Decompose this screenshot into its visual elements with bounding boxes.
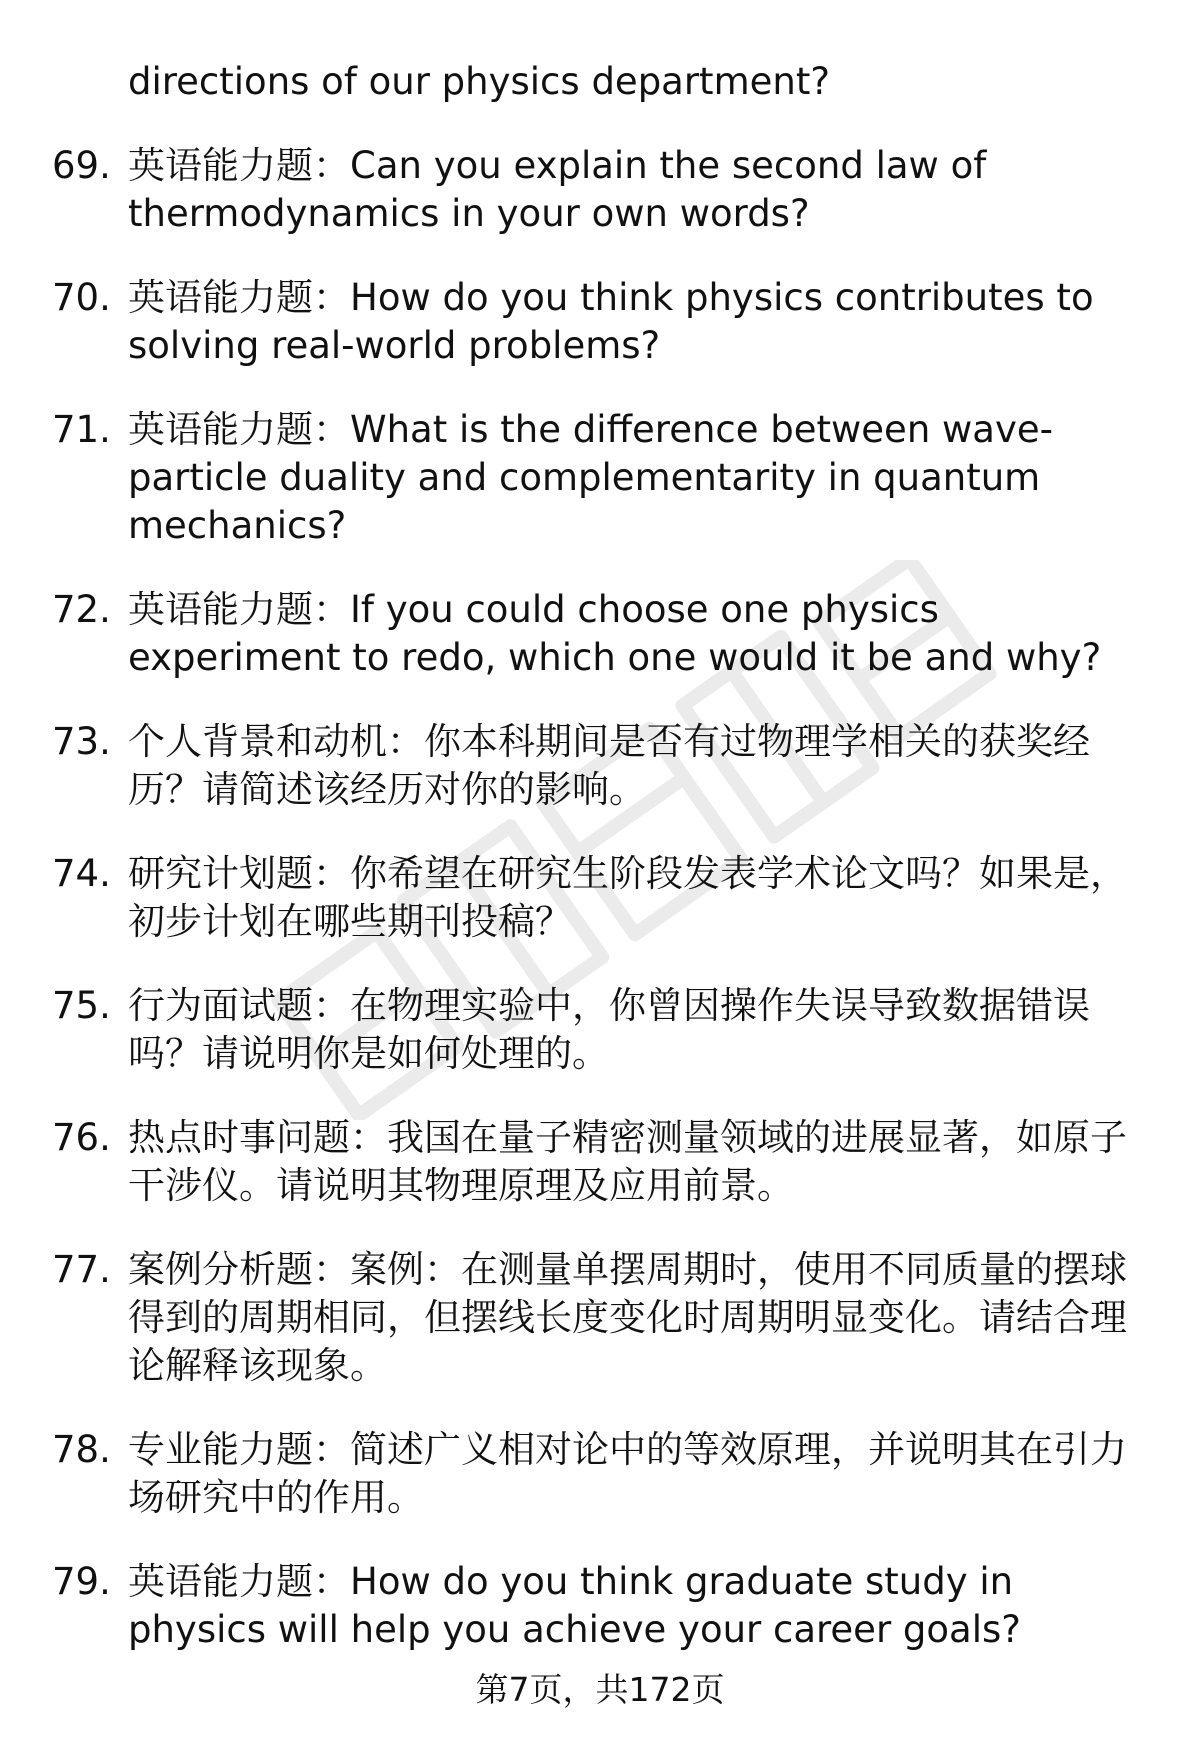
question-number: 69. <box>52 144 111 187</box>
question-text: 个人背景和动机：你本科期间是否有过物理学相关的获奖经历？请简述该经历对你的影响。 <box>128 720 1090 811</box>
question-text: 研究计划题：你希望在研究生阶段发表学术论文吗？如果是，初步计划在哪些期刊投稿？ <box>128 852 1127 943</box>
question-number: 74. <box>52 852 111 895</box>
question-text: 行为面试题：在物理实验中，你曾因操作失误导致数据错误吗？请说明你是如何处理的。 <box>128 984 1090 1075</box>
question-number: 78. <box>52 1428 111 1471</box>
question-number: 77. <box>52 1248 111 1291</box>
list-item <box>0 274 1200 370</box>
list-item <box>0 1246 1200 1390</box>
list-item <box>0 850 1200 946</box>
question-text: 英语能力题：What is the difference between wave-particle duality and complementarity in quantum mechanics? <box>128 408 1053 547</box>
question-number: 72. <box>52 588 111 631</box>
list-item <box>0 1558 1200 1654</box>
question-text: 热点时事问题：我国在量子精密测量领域的进展显著，如原子干涉仪。请说明其物理原理及应用前景。 <box>128 1116 1127 1207</box>
question-text: 英语能力题：Can you explain the second law of thermodynamics in your own words? <box>128 144 987 235</box>
page-footer: 第7页，共172页 <box>475 1670 725 1709</box>
question-number: 79. <box>52 1560 111 1603</box>
question-text: 专业能力题：简述广义相对论中的等效原理，并说明其在引力场研究中的作用。 <box>128 1428 1127 1519</box>
list-item <box>0 406 1200 550</box>
continuation-text: directions of our physics department? <box>128 60 830 103</box>
list-item <box>0 1426 1200 1522</box>
list-item <box>0 142 1200 238</box>
question-number: 71. <box>52 408 111 451</box>
list-item <box>0 1114 1200 1210</box>
list-item <box>0 982 1200 1078</box>
question-text: 英语能力题：If you could choose one physics experiment to redo, which one would it be and why? <box>128 588 1102 679</box>
question-number: 76. <box>52 1116 111 1159</box>
question-text: 案例分析题：案例：在测量单摆周期时，使用不同质量的摆球得到的周期相同，但摆线长度变化时周期明显变化。请结合理论解释该现象。 <box>128 1248 1127 1387</box>
question-number: 73. <box>52 720 111 763</box>
question-number: 70. <box>52 276 111 319</box>
list-item <box>0 718 1200 814</box>
question-text: 英语能力题：How do you think graduate study in physics will help you achieve your career goals? <box>128 1560 1021 1651</box>
question-number: 75. <box>52 984 111 1027</box>
question-list <box>0 142 1200 1690</box>
list-item <box>0 586 1200 682</box>
question-text: 英语能力题：How do you think physics contributes to solving real-world problems? <box>128 276 1094 367</box>
